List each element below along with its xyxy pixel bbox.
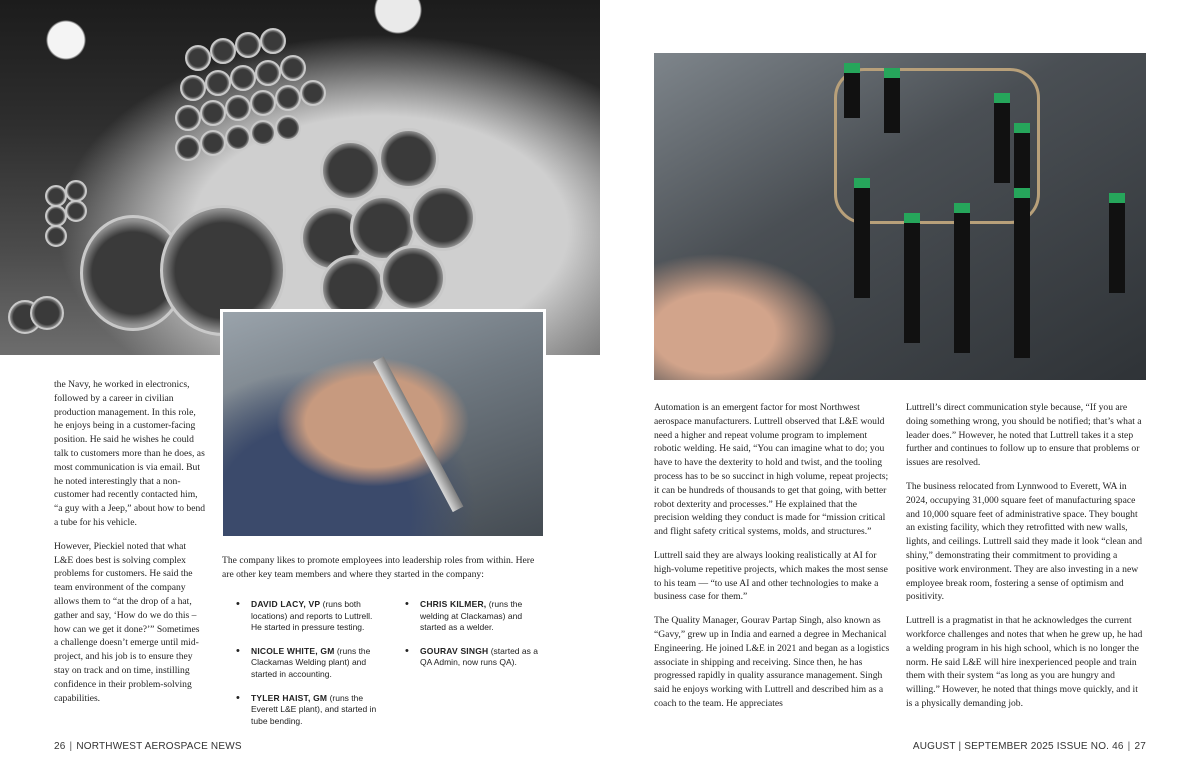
tube-end: [210, 38, 236, 64]
tube-end: [175, 135, 201, 161]
team-member-name: DAVID LACY, VP: [251, 599, 321, 609]
team-member-name: NICOLE WHITE, GM: [251, 645, 335, 656]
tube-end: [250, 90, 276, 116]
tube-end: [225, 95, 251, 121]
tube-end: [200, 130, 226, 156]
tube-end: [185, 45, 211, 71]
team-member: [234, 646, 384, 681]
tube-end: [275, 115, 301, 141]
publication-name: NORTHWEST AEROSPACE NEWS: [76, 741, 242, 752]
team-list: [403, 599, 545, 681]
page-footer-left: [54, 741, 242, 752]
team-intro: [222, 554, 548, 592]
fixture-clamp: [844, 63, 860, 118]
tube-end: [250, 120, 276, 146]
tube-end: [300, 80, 326, 106]
page-number: 26: [54, 741, 66, 752]
tube-end: [275, 85, 301, 111]
team-member-detail: (started as a QA Admin, now runs QA).: [420, 645, 538, 668]
tube-end: [410, 185, 476, 251]
article-column-right-1: [654, 401, 894, 721]
team-member: [403, 599, 545, 634]
page-number: 27: [1134, 741, 1146, 752]
paragraph: the Navy, he worked in electronics, followed by a career in civilian production management. In this role, he enjoys being in a customer-facing position. He said he wishes he could talk to customers more than he does, as most communication is via email. But he noted interestingly that a non-customer had recently contacted him, “a guy with a Jeep,” about how to bend a tube for his vehicle.: [54, 379, 206, 528]
tube-end: [235, 32, 261, 58]
tube-end: [175, 105, 201, 131]
team-member-name: TYLER HAIST, GM: [251, 692, 328, 703]
team-member-detail: (runs the Everett L&E plant), and started in tube bending.: [251, 692, 377, 726]
fixture-clamp: [994, 93, 1010, 183]
team-member-detail: (runs the Clackamas Welding plant) and started in accounting.: [251, 645, 371, 679]
page-footer-right: [913, 741, 1146, 752]
team-member-name: CHRIS KILMER,: [420, 599, 487, 609]
paragraph: Luttrell’s direct communication style because, “If you are doing something wrong, you should be notified; that’s what a leader does.” However, he noted that Luttrell takes it a step further and continues to follow up to ensure that problems or issues are resolved.: [906, 402, 1142, 469]
tube-end: [280, 55, 306, 81]
tube-end: [380, 245, 446, 311]
tube-end: [30, 296, 64, 330]
article-column-left: [54, 378, 206, 715]
tube-end: [180, 75, 206, 101]
tube-end: [65, 200, 87, 222]
team-member: [234, 599, 384, 634]
team-member: [403, 646, 545, 669]
metal-tubes-photo: [0, 0, 600, 355]
tube-end: [45, 205, 67, 227]
tube-end: [45, 225, 67, 247]
article-column-right-2: [906, 401, 1146, 721]
team-member-detail: (runs both locations) and reports to Luttrell. He started in pressure testing.: [251, 599, 373, 633]
fixture-clamp: [1109, 193, 1125, 293]
fixture-clamp: [884, 68, 900, 133]
fixture-clamp: [954, 203, 970, 353]
paragraph: Luttrell is a pragmatist in that he acknowledges the current workforce challenges and notes that when he grew up, he had a welding program in his high school, which is no longer the norm. He said L&E will hire inexperienced people and train them with their system “as long as you are hungry and willing.” However, he noted that things move quickly, and it is a physically demanding job.: [906, 615, 1143, 709]
tube-end: [255, 60, 281, 86]
team-member-detail: (runs the welding at Clackamas) and started as a welder.: [420, 599, 523, 633]
tube-end: [260, 28, 286, 54]
caliper-tool: [373, 356, 463, 512]
tube-end: [225, 125, 251, 151]
fixture-clamp: [854, 178, 870, 298]
fixture-clamp: [1014, 188, 1030, 358]
issue-date: AUGUST | SEPTEMBER 2025 ISSUE NO. 46: [912, 741, 1124, 752]
paragraph: The business relocated from Lynnwood to Everett, WA in 2024, occupying 31,000 square feet of manufacturing space and 10,000 square feet of administrative space. They bought an existing facility, which they retrofitted with new walls, lights, and ceilings. Luttrell said they made it look “clean and shiny,” demonstrating their commitment to providing a positive work environment. They are also investing in a new employee break room, fostering a sense of optimism and positivity.: [906, 480, 1143, 603]
paragraph: The company likes to promote employees into leadership roles from within. Here are other key team members and where they started in the company:: [222, 555, 535, 580]
footer-separator: |: [69, 741, 73, 752]
team-member: [234, 693, 384, 728]
tube-end: [205, 70, 231, 96]
tube-end: [45, 185, 67, 207]
tube-end: [320, 140, 381, 201]
team-member-name: GOURAV SINGH: [420, 645, 489, 656]
paragraph: However, Pieckiel noted that what L&E does best is solving complex problems for customers. He said the team environment of the company allows them to “at the drop of a hat, gather and say, ‘How do we do this – how can we get it done?’” Sometimes a challenge doesn’t emerge until mid-project, and his job is to ensure they stay on track and on time, instilling confidence in their problem-solving capabilities.: [54, 540, 200, 704]
caliper-measurement-photo: [220, 309, 546, 539]
tube-end: [200, 100, 226, 126]
tube-end: [65, 180, 87, 202]
weld-fixture-photo: [654, 53, 1146, 380]
footer-separator: |: [1127, 741, 1131, 752]
paragraph: Automation is an emergent factor for most Northwest aerospace manufacturers. Luttrell observed that L&E would need a higher and repeat volume program to implement robotic welding. He said, “You can imagine what to do; you have to have the dexterity to hold and twist, and the tooling process has to be so succinct in high volume, repeat projects; it can be hundreds of thousands to get that going, with better robot dexterity and processes.” He explained that the precision welding they conduct is made for “mission critical and flight safety critical systems, molds, and structures.”: [654, 402, 889, 538]
tube-end: [378, 128, 439, 189]
tube-end: [230, 65, 256, 91]
paragraph: Luttrell said they are always looking realistically at AI for high-volume repetitive projects, which makes the most sense to his team — “to use AI and other technologies to make a business case for them.”: [654, 549, 888, 603]
paragraph: The Quality Manager, Gourav Partap Singh, also known as “Gavy,” grew up in India and earned a degree in Mechanical Engineering. He joined L&E in 2021 and began as a logistics associate in shipping and receiving. Since then, he has progressed rapidly in quality assurance management. Singh said he enjoys working with Luttrell and described him as a coach to the team. He appreciates: [654, 615, 890, 709]
team-list: [234, 599, 384, 739]
fixture-clamp: [904, 213, 920, 343]
